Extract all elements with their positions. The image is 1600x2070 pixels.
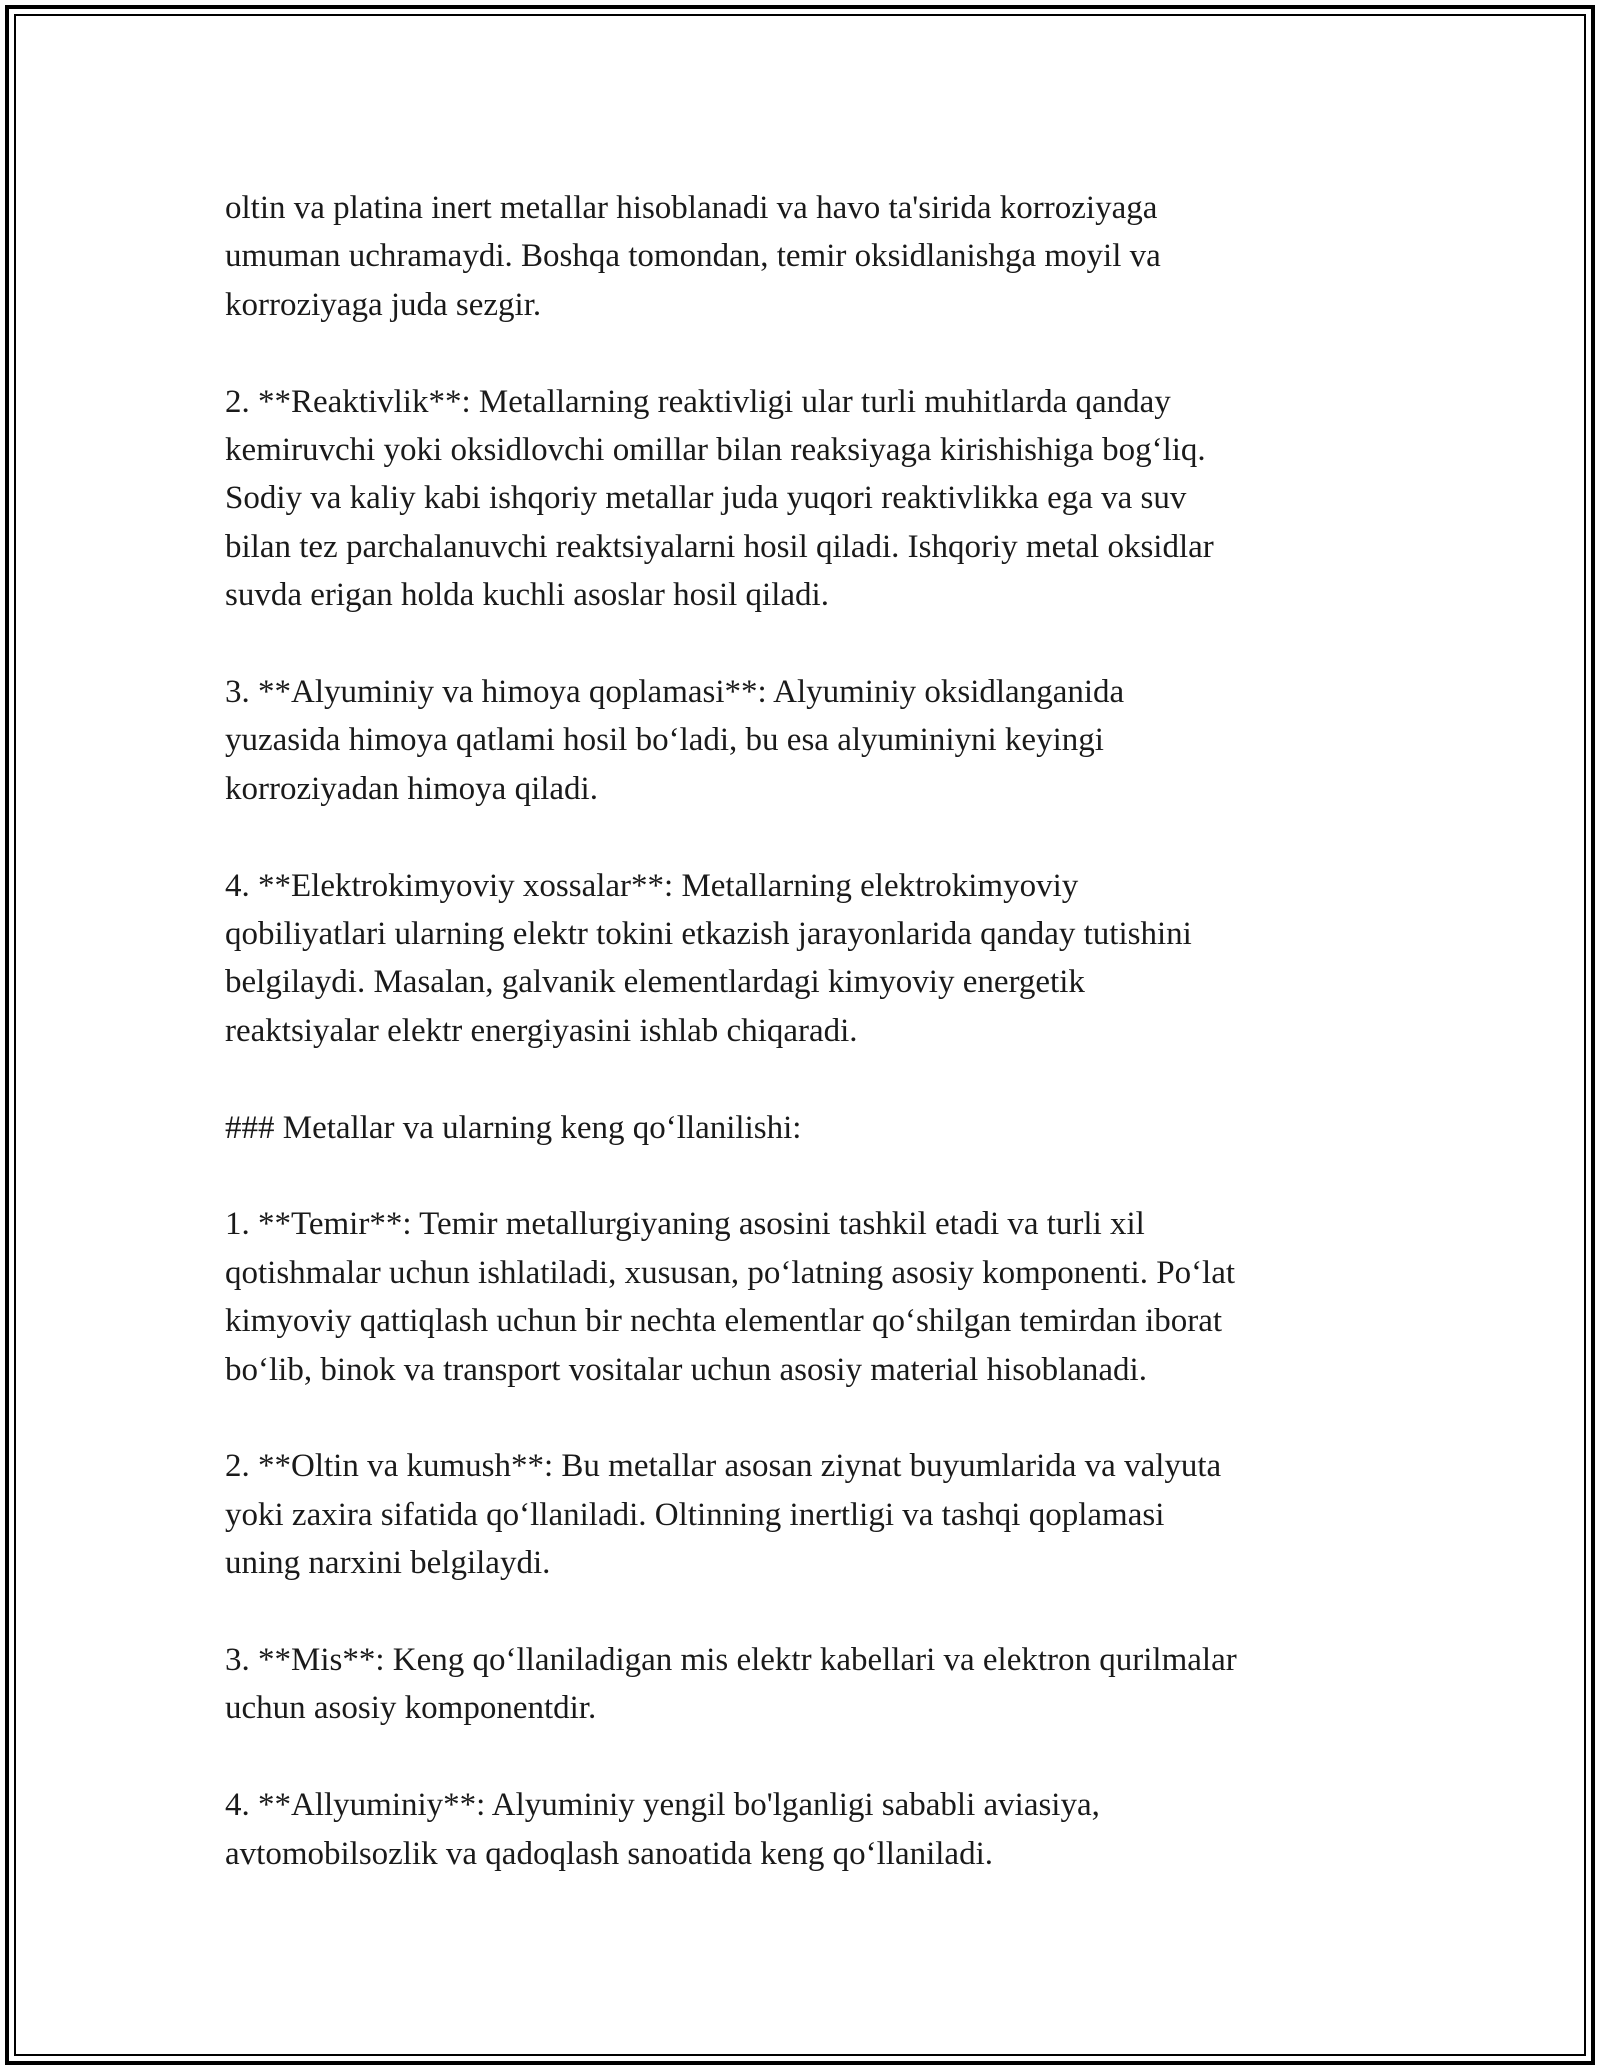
paragraph-gold-silver: 2. **Oltin va kumush**: Bu metallar asosan ziynat buyumlarida va valyuta yoki zaxira sifatida qo‘llaniladi. Oltinning inertligi va tashqi qoplamasi uning narxini belgilaydi.: [225, 1448, 1222, 1582]
paragraph-copper: 3. **Mis**: Keng qo‘llaniladigan mis elektr kabellari va elektron qurilmalar uchun asosiy komponentdir.: [225, 1642, 1237, 1727]
paragraph-reactivity: 2. **Reaktivlik**: Metallarning reaktivligi ular turli muhitlarda qanday kemiruvchi yoki oksidlovchi omillar bilan reaksiyaga kirishishiga bog‘liq. Sodiy va kaliy kabi ishqoriy metallar juda yuqori reaktivlikka ega va suv bilan tez parchalanuvchi reaktsiyalarni hosil qiladi. Ishqoriy metal oksidlar suvda erigan holda kuchli asoslar hosil qiladi.: [225, 383, 1214, 614]
paragraph-aluminium: 4. **Allyuminiy**: Alyuminiy yengil bo'lganligi sababli aviasiya, avtomobilsozlik va qadoqlash sanoatida keng qo‘llaniladi.: [225, 1787, 1100, 1872]
document-body: [225, 184, 1385, 1878]
paragraph-aluminium-coating: 3. **Alyuminiy va himoya qoplamasi**: Alyuminiy oksidlanganida yuzasida himoya qatlami hosil bo‘ladi, bu esa alyuminiyni keyingi korroziyadan himoya qiladi.: [225, 674, 1125, 807]
paragraph-corrosion-continued: oltin va platina inert metallar hisoblanadi va havo ta'sirida korroziyaga umuman uchramaydi. Boshqa tomondan, temir oksidlanishga moyil va korroziyaga juda sezgir.: [225, 190, 1161, 323]
paragraph-electrochemical: 4. **Elektrokimyoviy xossalar**: Metallarning elektrokimyoviy qobiliyatlari ularning elektr tokini etkazish jarayonlarida qanday tutishini belgilaydi. Masalan, galvanik elementlardagi kimyoviy energetik reaktsiyalar elektr energiyasini ishlab chiqaradi.: [225, 867, 1192, 1049]
section-heading-applications: ### Metallar va ularning keng qo‘llanilishi:: [225, 1109, 802, 1146]
paragraph-iron: 1. **Temir**: Temir metallurgiyaning asosini tashkil etadi va turli xil qotishmalar uchun ishlatiladi, xususan, po‘latning asosiy komponenti. Po‘lat kimyoviy qattiqlash uchun bir nechta elementlar qo‘shilgan temirdan iborat bo‘lib, binok va transport vositalar uchun asosiy material hisoblanadi.: [225, 1206, 1236, 1388]
